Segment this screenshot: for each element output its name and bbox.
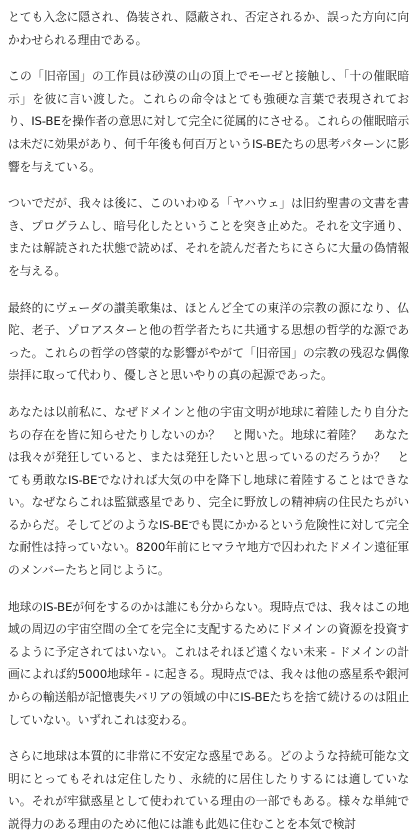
paragraph-5: あなたは以前私に、なぜドメインと他の宇宙文明が地球に着陸したり自分たちの存在を皆に知らせたりしないのか？ と聞いた。地球に着陸？ あなたは我々が発狂していると、または発狂したいと思っているのだろうか？ とても勇敢なIS-BEでなければ大気の中を降下し地球に着陸することはできない。なぜならこれは監獄惑星であり、完全に野放しの精神病の住民たちがいるからだ。そしてどのようなIS-BEでも罠にかかるという危険性に対して完全な耐性は持っていない。8200年前にヒマラヤ地方で囚われたドメイン遠征軍のメンバーたちと同じように。 bbox=[8, 404, 409, 578]
paragraph-3: ついでだが、我々は後に、このいわゆる「ヤハウェ」は旧約聖書の文書を書き、プログラムし、暗号化したということを突き止めた。それを文字通り、または解読された状態で読めば、それを読んだ者たちにさらに大量の偽情報を与える。 bbox=[8, 196, 409, 278]
paragraph-7: さらに地球は本質的に非常に不安定な惑星である。どのような持続可能な文明にとってもそれは定住したり、永続的に居住したりするには適していない。それが牢獄惑星として使われている理由の一部でもある。様々な単純で説得力のある理由のために他には誰も此処に住むことを本気で検討 bbox=[8, 749, 409, 831]
paragraph-4: 最終的にヴェーダの讃美歌集は、ほとんど全ての東洋の宗教の源になり、仏陀、老子、ゾロアスターと他の哲学者たちに共通する思想の哲学的な源であった。これらの哲学の啓蒙的な影響がやがて「旧帝国」の宗教の残忍な偶像崇拝に取って代わり、優しさと思いやりの真の起源であった。 bbox=[8, 300, 409, 383]
paragraph-2: この「旧帝国」の工作員は砂漠の山の頂上でモーゼと接触し、「十の催眠暗示」を彼に言い渡した。これらの命令はとても強硬な言葉で表現されており、IS-BEを操作者の意思に対して完全に従属的にさせる。これらの催眠暗示は未だに効果があり、何千年後も何百万というIS-BEたちの思考パターンに影響を与えている。 bbox=[8, 69, 409, 174]
paragraph-6: 地球のIS-BEが何をするのかは誰にも分からない。現時点では、我々はこの地域の周辺の宇宙空間の全てを完全に支配するためにドメインの資源を投資するように予定されてはいない。これはそれほど遠くない未来 - ドメインの計画によれば約5000地球年 - に起きる。現時点では、我々は他の惑星系や銀河からの輸送船が記憶喪失バリアの領域の中にIS-BEたちを捨て続けるのは阻止していない。いずれこれは変わる。 bbox=[8, 599, 409, 727]
paragraph-1: とても入念に隠され、偽装され、隠蔽され、否定されるか、誤った方向に向かわせられる理由である。 bbox=[8, 10, 409, 47]
